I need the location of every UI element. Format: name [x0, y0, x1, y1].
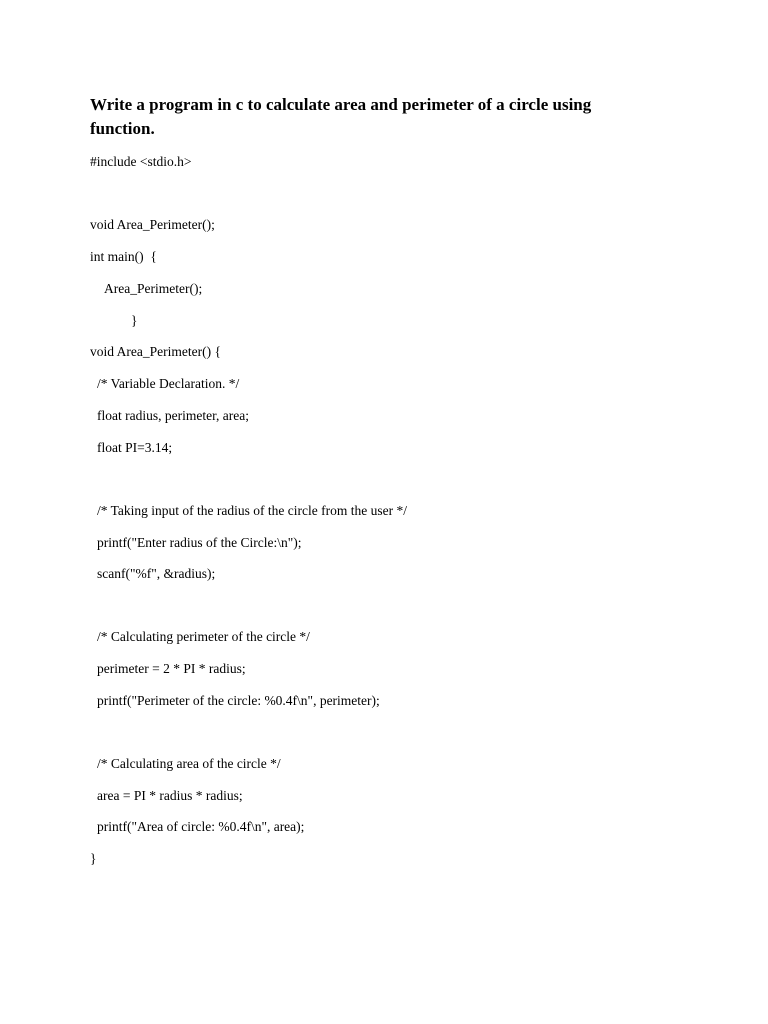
code-line-printf-area: printf("Area of circle: %0.4f\n", area);	[97, 819, 305, 834]
document-title: Write a program in c to calculate area and perimeter of a circle using function.	[90, 95, 592, 138]
code-line-printf-perimeter: printf("Perimeter of the circle: %0.4f\n", perimeter);	[97, 693, 380, 708]
code-line-float-vars: float radius, perimeter, area;	[97, 408, 250, 423]
code-line-function-close: }	[90, 851, 97, 866]
code-line-comment-input: /* Taking input of the radius of the circle from the user */	[97, 503, 407, 518]
code-line-comment-declaration: /* Variable Declaration. */	[97, 376, 240, 391]
code-line-main-close: }	[131, 313, 138, 328]
code-line-printf-prompt: printf("Enter radius of the Circle:\n");	[97, 535, 302, 550]
code-line-comment-area: /* Calculating area of the circle */	[97, 756, 281, 771]
code-line-include: #include <stdio.h>	[90, 154, 192, 169]
code-line-function-def: void Area_Perimeter() {	[90, 344, 221, 359]
code-line-call: Area_Perimeter();	[104, 281, 203, 296]
code-line-perimeter-calc: perimeter = 2 * PI * radius;	[97, 661, 246, 676]
code-line-scanf: scanf("%f", &radius);	[97, 566, 216, 581]
code-line-area-calc: area = PI * radius * radius;	[97, 788, 243, 803]
code-line-main: int main() {	[90, 249, 157, 264]
code-line-prototype: void Area_Perimeter();	[90, 217, 215, 232]
code-line-float-pi: float PI=3.14;	[97, 440, 173, 455]
code-line-comment-perimeter: /* Calculating perimeter of the circle */	[97, 629, 310, 644]
